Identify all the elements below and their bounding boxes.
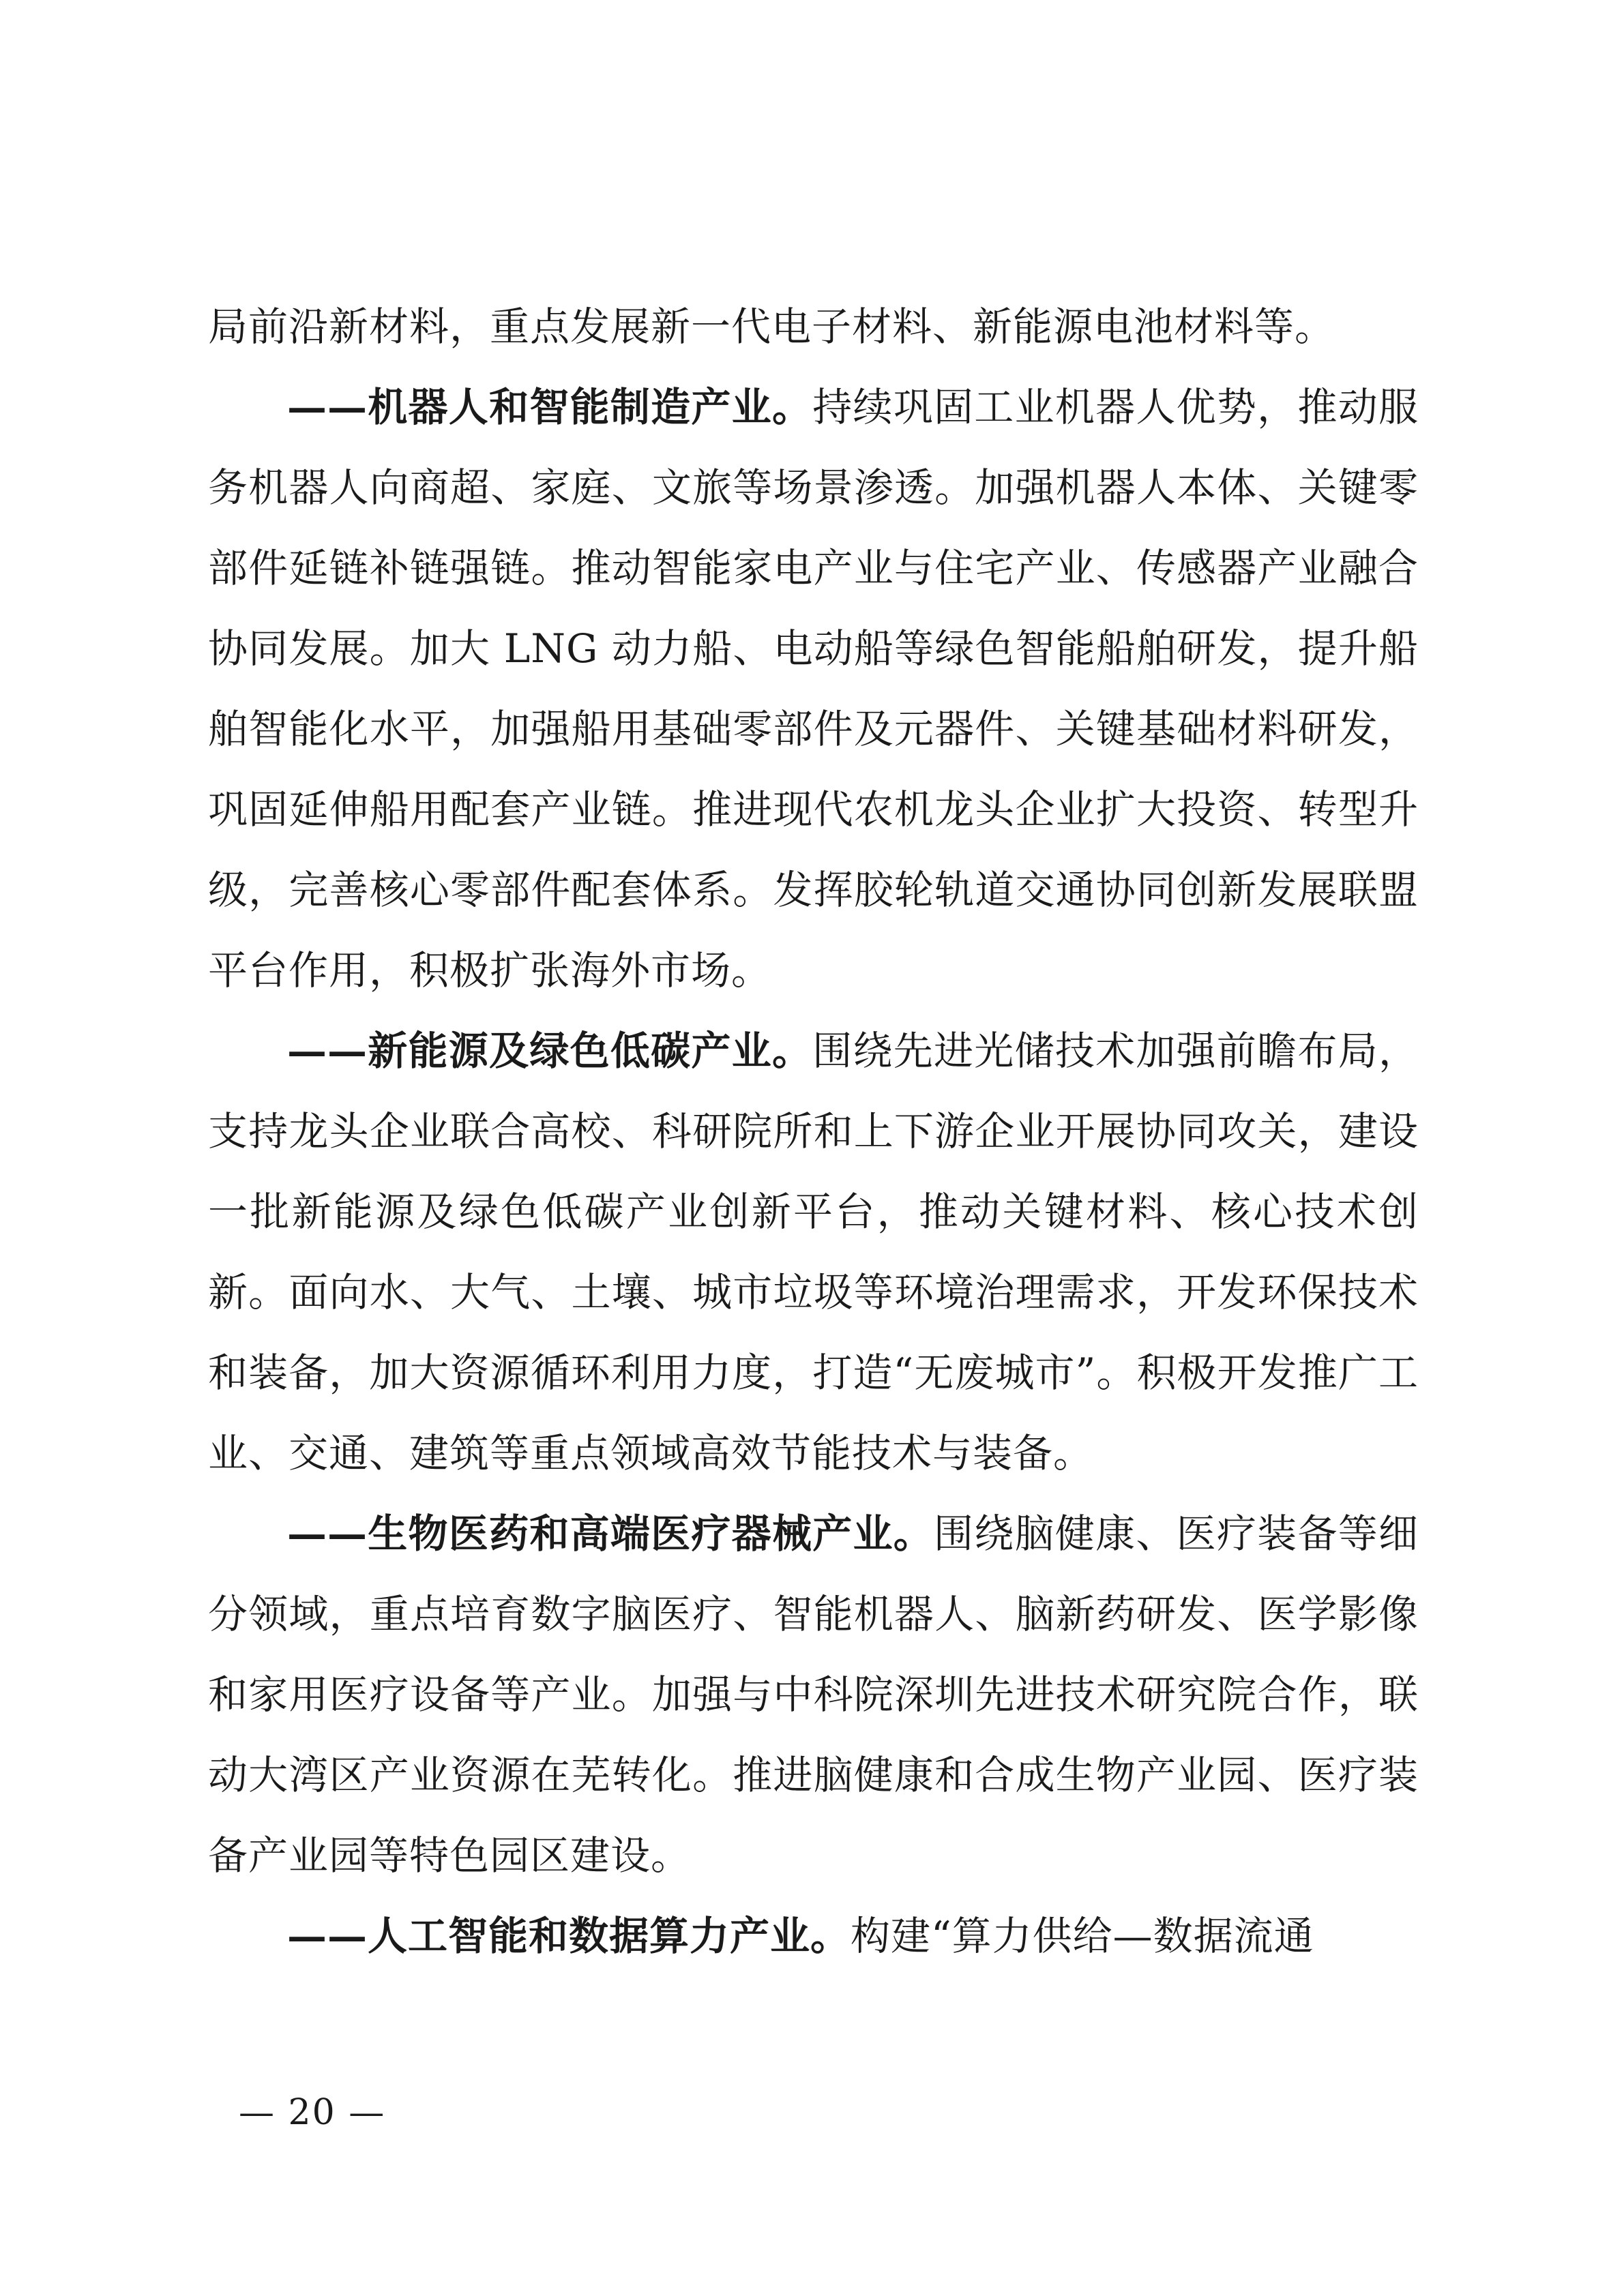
paragraph-biomedicine [208, 1493, 1419, 1896]
section-heading-robotics: ——机器人和智能制造产业。 [287, 384, 813, 430]
paragraph-text: 持续巩固工业机器人优势，推动服务机器人向商超、家庭、文旅等场景渗透。加强机器人本体、关键零部件延链补链强链。推动智能家电产业与住宅产业、传感器产业融合协同发展。加大 LNG 动力船、电动船等绿色智能船舶研发，提升船舶智能化水平，加强船用基础零部件及元器件、关键基础材料研发，巩固延伸船用配套产业链。推进现代农机龙头企业扩大投资、转型升级，完善核心零部件配套体系。发挥胶轮轨道交通协同创新发展联盟平台作用，积极扩张海外市场。 [208, 384, 1419, 994]
paragraph-text: 围绕脑健康、医疗装备等细分领域，重点培育数字脑医疗、智能机器人、脑新药研发、医学影像和家用医疗设备等产业。加强与中科院深圳先进技术研究院合作，联动大湾区产业资源在芜转化。推进脑健康和合成生物产业园、医疗装备产业园等特色园区建设。 [208, 1510, 1419, 1879]
section-heading-ai-computing: ——人工智能和数据算力产业。 [287, 1913, 851, 1959]
body-text [208, 286, 1419, 1976]
paragraph-robotics [208, 367, 1419, 1011]
page-number: — 20 — [239, 2092, 386, 2133]
paragraph-new-energy [208, 1011, 1419, 1493]
paragraph-text: 构建“算力供给—数据流通 [851, 1913, 1314, 1959]
paragraph-text: 围绕先进光储技术加强前瞻布局，支持龙头企业联合高校、科研院所和上下游企业开展协同攻关，建设一批新能源及绿色低碳产业创新平台，推动关键材料、核心技术创新。面向水、大气、土壤、城市垃圾等环境治理需求，开发环保技术和装备，加大资源循环利用力度，打造“无废城市”。积极开发推广工业、交通、建筑等重点领域高效节能技术与装备。 [208, 1028, 1419, 1476]
paragraph-text: 局前沿新材料，重点发展新一代电子材料、新能源电池材料等。 [208, 303, 1335, 350]
paragraph-ai-computing [208, 1896, 1419, 1976]
section-heading-biomedicine: ——生物医药和高端医疗器械产业。 [287, 1510, 934, 1557]
section-heading-new-energy: ——新能源及绿色低碳产业。 [287, 1028, 813, 1074]
paragraph-continuation [208, 286, 1419, 367]
